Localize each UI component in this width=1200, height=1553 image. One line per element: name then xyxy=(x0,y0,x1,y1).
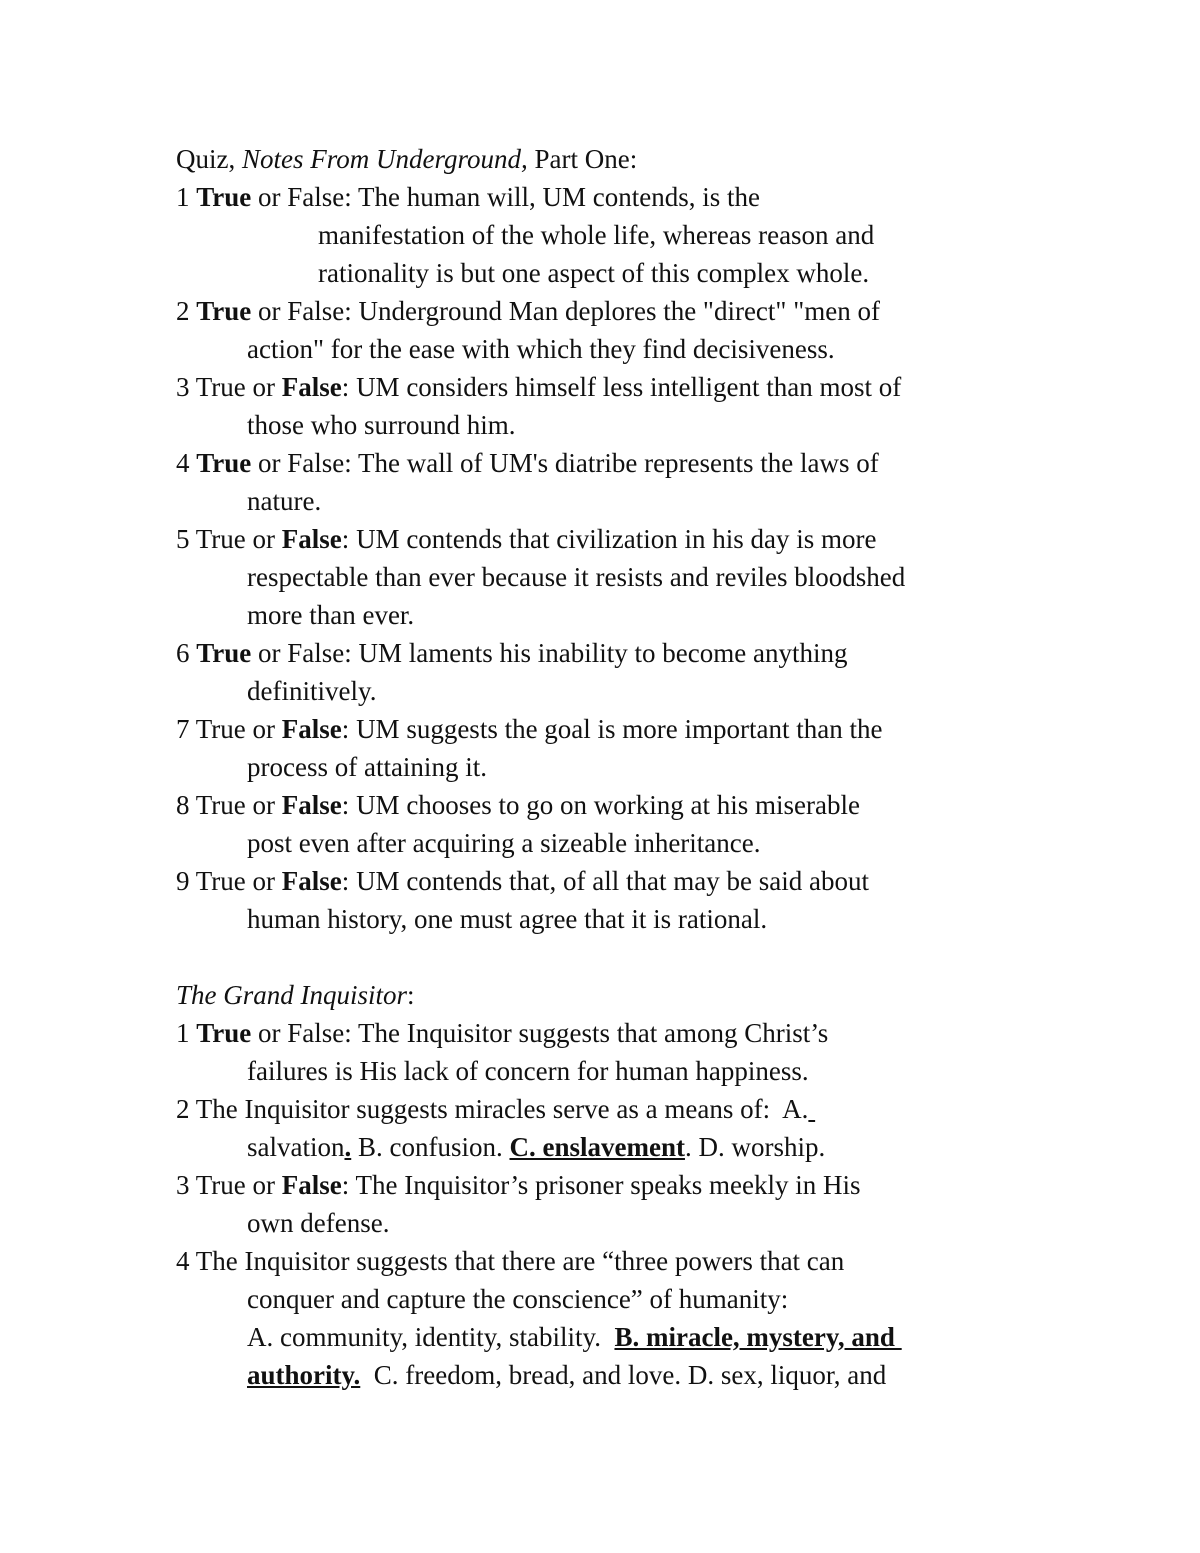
option-true: True xyxy=(195,866,246,896)
question-number: 1 xyxy=(176,1018,197,1048)
inquisitor-question-2 xyxy=(176,1090,1056,1128)
inquisitor-question-1 xyxy=(176,1014,1056,1052)
option-d: . D. worship. xyxy=(684,1132,826,1162)
notes-question-9 xyxy=(176,862,1056,900)
question-continuation: respectable than ever because it resists and reviles bloodshed xyxy=(247,562,906,592)
option-c-answer: C. enslavement xyxy=(509,1132,685,1162)
question-text: UM suggests the goal is more important than the xyxy=(349,714,883,744)
question-continuation: own defense. xyxy=(247,1208,390,1238)
question-continuation: process of attaining it. xyxy=(247,752,487,782)
notes-question-2 xyxy=(176,292,1056,330)
option-or: or xyxy=(251,182,288,212)
question-text: The human will, UM contends, is the xyxy=(351,182,760,212)
question-text: UM laments his inability to become anything xyxy=(351,638,848,668)
notes-question-6 xyxy=(176,634,1056,672)
question-colon: : xyxy=(341,790,350,820)
question-options xyxy=(176,1356,1056,1394)
option-or: or xyxy=(251,638,288,668)
question-text: UM contends that civilization in his day is more xyxy=(349,524,877,554)
option-false: False xyxy=(281,714,342,744)
option-true: True xyxy=(195,372,246,402)
question-text: UM contends that, of all that may be said about xyxy=(349,866,869,896)
question-number: 7 xyxy=(176,714,196,744)
notes-question-8 xyxy=(176,786,1056,824)
answer-true: True xyxy=(196,1018,252,1048)
question-continuation: manifestation of the whole life, whereas reason and xyxy=(318,220,875,250)
question-continuation: rationality is but one aspect of this complex whole. xyxy=(318,258,870,288)
option-true: True xyxy=(196,448,252,478)
question-number: 9 xyxy=(176,866,196,896)
option-false: False xyxy=(287,182,345,212)
question-colon: : xyxy=(341,524,350,554)
question-continuation: more than ever. xyxy=(247,600,415,630)
option-true: True xyxy=(196,296,252,326)
question-continuation: definitively. xyxy=(247,676,377,706)
heading-italic-title: Notes From Underground, xyxy=(241,144,528,174)
question-text: Underground Man deplores the "direct" "men of xyxy=(351,296,880,326)
option-or: or xyxy=(245,866,282,896)
section-heading-notes xyxy=(176,140,1056,178)
question-number: 2 xyxy=(176,296,197,326)
question-text: UM considers himself less intelligent than most of xyxy=(349,372,902,402)
underlined-period: . xyxy=(344,1132,352,1162)
notes-question-1 xyxy=(176,178,1056,216)
question-colon: : xyxy=(341,714,350,744)
inquisitor-question-4: 4 The Inquisitor suggests that there are “three powers that can xyxy=(176,1246,845,1276)
option-b-answer-cont: authority. xyxy=(247,1360,361,1390)
option-true: True xyxy=(195,524,246,554)
question-continuation: those who surround him. xyxy=(247,410,516,440)
option-true: True xyxy=(196,638,252,668)
question-colon: : xyxy=(344,296,352,326)
option-false: False xyxy=(281,372,342,402)
question-colon: : xyxy=(344,182,352,212)
option-b-answer: B. miracle, mystery, and xyxy=(614,1322,902,1352)
question-continuation: post even after acquiring a sizeable inheritance. xyxy=(247,828,761,858)
option-a: salvation xyxy=(247,1132,345,1162)
question-continuation: conquer and capture the conscience” of humanity: xyxy=(247,1284,789,1314)
option-false: False xyxy=(287,296,345,326)
option-or: or xyxy=(251,296,288,326)
question-text: : The Inquisitor’s prisoner speaks meekly in His xyxy=(341,1170,861,1200)
question-colon: : xyxy=(344,638,352,668)
question-options xyxy=(176,1318,1056,1356)
question-number: 1 xyxy=(176,182,197,212)
notes-question-5 xyxy=(176,520,1056,558)
heading-suffix: Part One: xyxy=(527,144,638,174)
option-true: True xyxy=(195,790,246,820)
underline-blank xyxy=(808,1094,815,1124)
section-heading-inquisitor xyxy=(176,976,1056,1014)
question-colon: : xyxy=(341,372,350,402)
inquisitor-question-3 xyxy=(176,1166,1056,1204)
heading-italic-title: The Grand Inquisitor xyxy=(176,980,408,1010)
question-number: 4 xyxy=(176,448,197,478)
notes-question-4 xyxy=(176,444,1056,482)
option-false: False xyxy=(281,524,342,554)
question-colon: : xyxy=(341,866,350,896)
option-true: True xyxy=(196,182,252,212)
question-text: The Inquisitor suggests that among Christ’s xyxy=(351,1018,829,1048)
option-true: True xyxy=(195,714,246,744)
question-colon: : xyxy=(344,448,352,478)
question-number: 6 xyxy=(176,638,197,668)
notes-questions-list xyxy=(176,178,1056,938)
question-continuation: nature. xyxy=(247,486,322,516)
notes-question-7 xyxy=(176,710,1056,748)
option-false: False xyxy=(281,866,342,896)
option-or: or xyxy=(245,524,282,554)
option-or: or xyxy=(245,714,282,744)
heading-prefix: Quiz, xyxy=(176,144,242,174)
option-a: A. community, identity, stability. xyxy=(247,1322,615,1352)
option-b: B. confusion. xyxy=(351,1132,510,1162)
question-number: 3 xyxy=(176,372,196,402)
answer-false: False xyxy=(281,1170,342,1200)
quiz-content xyxy=(176,140,1056,1394)
option-false: False xyxy=(287,448,345,478)
section-gap xyxy=(176,938,1056,976)
question-continuation: human history, one must agree that it is rational. xyxy=(247,904,768,934)
question-number: 8 xyxy=(176,790,196,820)
option-false: False xyxy=(281,790,342,820)
question-continuation: failures is His lack of concern for human happiness. xyxy=(247,1056,809,1086)
option-or: or xyxy=(251,448,288,478)
question-continuation: action" for the ease with which they find decisiveness. xyxy=(247,334,835,364)
question-text: UM chooses to go on working at his miserable xyxy=(349,790,860,820)
notes-question-3 xyxy=(176,368,1056,406)
question-number: 5 xyxy=(176,524,196,554)
question-options xyxy=(176,1128,1056,1166)
option-false: False xyxy=(287,638,345,668)
heading-suffix: : xyxy=(407,980,415,1010)
question-number: 3 True or xyxy=(176,1170,282,1200)
question-text: The wall of UM's diatribe represents the laws of xyxy=(351,448,879,478)
option-or: or xyxy=(245,790,282,820)
question-text: 2 The Inquisitor suggests miracles serve as a means of: A. xyxy=(176,1094,809,1124)
option-c-d: C. freedom, bread, and love. D. sex, liquor, and xyxy=(360,1360,887,1390)
option-or: or xyxy=(245,372,282,402)
answer-or-false: or False: xyxy=(251,1018,352,1048)
